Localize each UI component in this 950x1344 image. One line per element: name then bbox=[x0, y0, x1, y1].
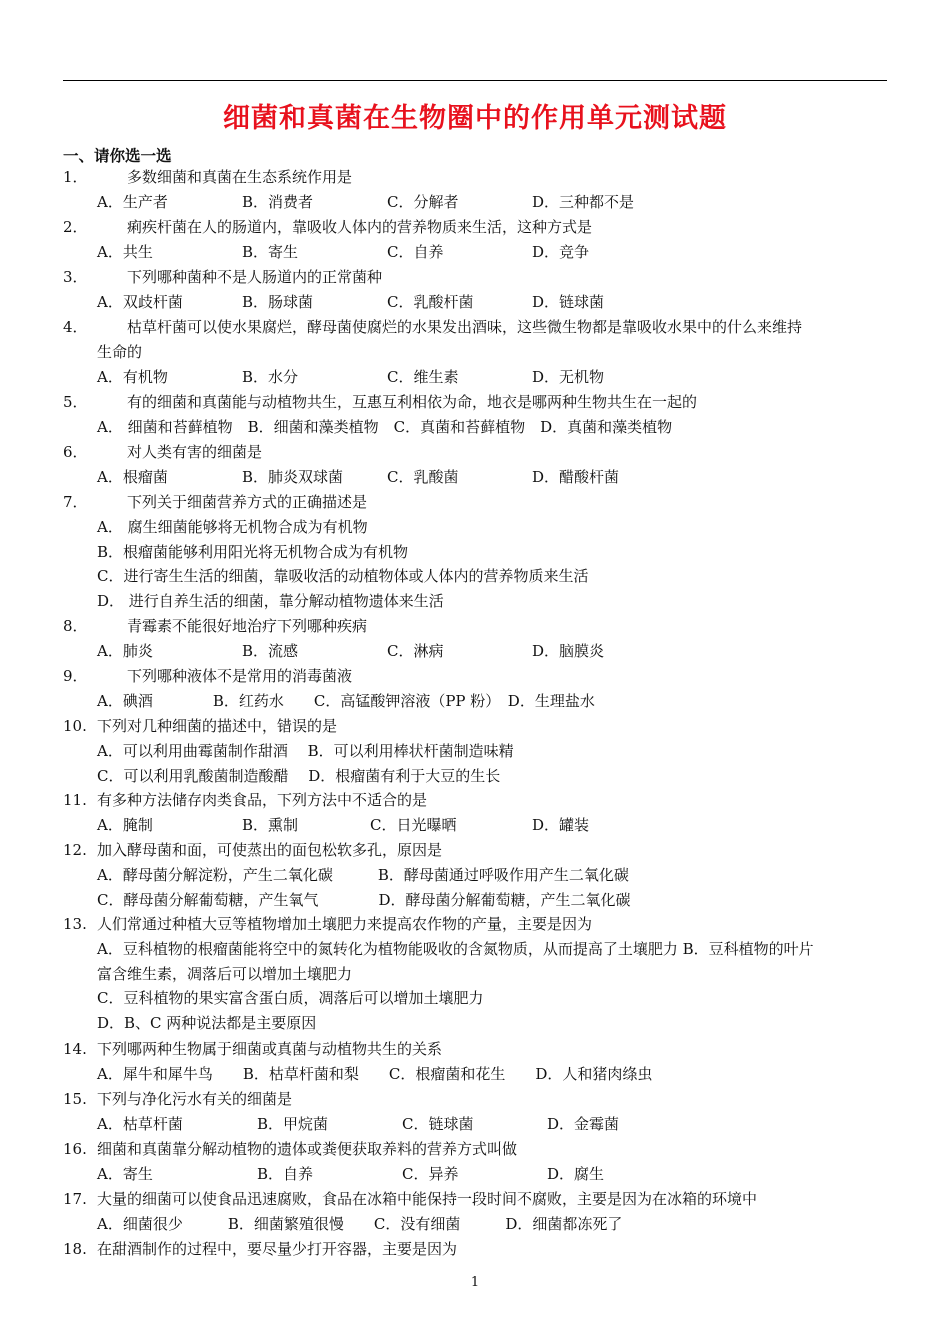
question-stem: 下列哪种菌种不是人肠道内的正常菌种 bbox=[127, 268, 383, 286]
option-c: C．乳酸菌 bbox=[387, 467, 459, 486]
options-line: A．碘酒 B．红药水 C．高锰酸钾溶液（PP 粉） D．生理盐水 bbox=[97, 691, 595, 710]
option-d: D．腐生 bbox=[547, 1164, 605, 1183]
option-b: B．自养 bbox=[257, 1164, 314, 1183]
question-number: 17. bbox=[63, 1190, 87, 1208]
option-b: B．甲烷菌 bbox=[257, 1114, 329, 1133]
options-line-2: C．可以利用乳酸菌制造酸醋 D．根瘤菌有利于大豆的生长 bbox=[97, 766, 501, 785]
question-stem: 有的细菌和真菌能与动植物共生，互惠互利相依为命，地衣是哪两种生物共生在一起的 bbox=[127, 393, 698, 411]
question-13 bbox=[63, 912, 893, 1036]
question-stem: 在甜酒制作的过程中，要尽量少打开容器，主要是因为 bbox=[97, 1240, 458, 1258]
question-number: 11. bbox=[63, 791, 87, 809]
question-stem: 有多种方法储存肉类食品，下列方法中不适合的是 bbox=[97, 791, 428, 809]
option-c: C．自养 bbox=[387, 242, 444, 261]
option-c: C．豆科植物的果实富含蛋白质，凋落后可以增加土壤肥力 bbox=[97, 989, 484, 1008]
page-title: 细菌和真菌在生物圈中的作用单元测试题 bbox=[223, 103, 727, 134]
question-5 bbox=[63, 390, 893, 440]
question-8 bbox=[63, 614, 893, 664]
question-number: 7． bbox=[63, 493, 88, 511]
question-number: 18. bbox=[63, 1240, 87, 1258]
option-d: D．竞争 bbox=[532, 242, 590, 261]
options-line-1: A．酵母菌分解淀粉，产生二氧化碳 B．酵母菌通过呼吸作用产生二氧化碳 bbox=[97, 865, 629, 884]
option-d: D．B、C 两种说法都是主要原因 bbox=[97, 1014, 317, 1033]
question-number: 3． bbox=[63, 268, 88, 286]
question-7 bbox=[63, 490, 893, 614]
question-number: 14. bbox=[63, 1040, 87, 1058]
question-number: 10. bbox=[63, 717, 87, 735]
question-stem: 痢疾杆菌在人的肠道内，靠吸收人体内的营养物质来生活，这种方式是 bbox=[127, 218, 593, 236]
option-b: B．寄生 bbox=[242, 242, 299, 261]
question-15 bbox=[63, 1087, 893, 1137]
question-2 bbox=[63, 215, 893, 265]
option-b: B．流感 bbox=[242, 641, 299, 660]
question-17 bbox=[63, 1187, 893, 1237]
question-9 bbox=[63, 664, 893, 714]
question-number: 5． bbox=[63, 393, 88, 411]
option-a: A．双歧杆菌 bbox=[97, 292, 183, 311]
option-d: D．金霉菌 bbox=[547, 1114, 620, 1133]
option-c: C．分解者 bbox=[387, 192, 459, 211]
question-stem: 人们常通过种植大豆等植物增加土壤肥力来提高农作物的产量，主要是因为 bbox=[97, 915, 593, 933]
option-c: C．乳酸杆菌 bbox=[387, 292, 474, 311]
question-1 bbox=[63, 165, 893, 215]
question-number: 16. bbox=[63, 1140, 87, 1158]
option-d: D．脑膜炎 bbox=[532, 641, 605, 660]
question-number: 1． bbox=[63, 168, 88, 186]
question-stem-continued: 生命的 bbox=[97, 342, 143, 361]
option-a: A．共生 bbox=[97, 242, 153, 261]
question-number: 4． bbox=[63, 318, 88, 336]
question-stem: 下列哪种液体不是常用的消毒菌液 bbox=[127, 667, 353, 685]
question-stem: 对人类有害的细菌是 bbox=[127, 443, 263, 461]
options-line-1: A．可以利用曲霉菌制作甜酒 B．可以利用棒状杆菌制造味精 bbox=[97, 741, 514, 760]
question-number: 8． bbox=[63, 617, 88, 635]
option-d: D．罐装 bbox=[532, 815, 590, 834]
question-4 bbox=[63, 315, 893, 389]
option-a: A．有机物 bbox=[97, 367, 168, 386]
option-d: D．无机物 bbox=[532, 367, 605, 386]
option-c: C．维生素 bbox=[387, 367, 459, 386]
question-number: 15. bbox=[63, 1090, 87, 1108]
option-b: B．肠球菌 bbox=[242, 292, 314, 311]
question-number: 9． bbox=[63, 667, 88, 685]
option-c: C．日光曝晒 bbox=[370, 815, 457, 834]
question-number: 6． bbox=[63, 443, 88, 461]
option-a: A．根瘤菌 bbox=[97, 467, 168, 486]
question-stem: 枯草杆菌可以使水果腐烂，酵母菌使腐烂的水果发出酒味，这些微生物都是靠吸收水果中的什么来维持 bbox=[127, 318, 803, 336]
question-14 bbox=[63, 1037, 893, 1087]
option-c: C．异养 bbox=[402, 1164, 459, 1183]
option-a: A．肺炎 bbox=[97, 641, 153, 660]
option-c: C．淋病 bbox=[387, 641, 444, 660]
option-c: C．链球菌 bbox=[402, 1114, 474, 1133]
page-number: 1 bbox=[470, 1275, 480, 1290]
question-number: 13. bbox=[63, 915, 87, 933]
option-a-continued: 富含维生素，凋落后可以增加土壤肥力 bbox=[97, 964, 353, 983]
option-a: A．枯草杆菌 bbox=[97, 1114, 183, 1133]
question-stem: 多数细菌和真菌在生态系统作用是 bbox=[127, 168, 353, 186]
option-b: B．消费者 bbox=[242, 192, 314, 211]
option-d: D．醋酸杆菌 bbox=[532, 467, 620, 486]
question-18 bbox=[63, 1237, 893, 1262]
question-6 bbox=[63, 440, 893, 490]
question-stem: 下列哪两种生物属于细菌或真菌与动植物共生的关系 bbox=[97, 1040, 443, 1058]
options-line: A．细菌很少 B．细菌繁殖很慢 C．没有细菌 D．细菌都冻死了 bbox=[97, 1214, 623, 1233]
question-stem: 加入酵母菌和面，可使蒸出的面包松软多孔，原因是 bbox=[97, 841, 443, 859]
question-16 bbox=[63, 1137, 893, 1187]
options-line: A． 细菌和苔藓植物 B．细菌和藻类植物 C．真菌和苔藓植物 D．真菌和藻类植物 bbox=[97, 417, 673, 436]
question-stem: 下列与净化污水有关的细菌是 bbox=[97, 1090, 293, 1108]
option-a: A．生产者 bbox=[97, 192, 168, 211]
header-rule bbox=[63, 80, 887, 81]
option-a: A．腌制 bbox=[97, 815, 153, 834]
question-stem: 细菌和真菌靠分解动植物的遗体或粪便获取养料的营养方式叫做 bbox=[97, 1140, 518, 1158]
question-stem: 下列关于细菌营养方式的正确描述是 bbox=[127, 493, 368, 511]
question-number: 2． bbox=[63, 218, 88, 236]
question-3 bbox=[63, 265, 893, 315]
section-heading: 一、请你选一选 bbox=[63, 146, 172, 165]
question-10 bbox=[63, 714, 893, 788]
option-d: D．三种都不是 bbox=[532, 192, 635, 211]
option-a: A．寄生 bbox=[97, 1164, 153, 1183]
option-b: B．水分 bbox=[242, 367, 299, 386]
option-c: C．进行寄生生活的细菌，靠吸收活的动植物体或人体内的营养物质来生活 bbox=[97, 567, 589, 586]
option-b: B．肺炎双球菌 bbox=[242, 467, 344, 486]
options-line-2: C．酵母菌分解葡萄糖，产生氧气 D．酵母菌分解葡萄糖，产生二氧化碳 bbox=[97, 890, 631, 909]
option-b: B．根瘤菌能够利用阳光将无机物合成为有机物 bbox=[97, 542, 409, 561]
option-a: A． 腐生细菌能够将无机物合成为有机物 bbox=[97, 517, 368, 536]
option-b: B．熏制 bbox=[242, 815, 299, 834]
question-stem: 下列对几种细菌的描述中，错误的是 bbox=[97, 717, 338, 735]
question-number: 12. bbox=[63, 841, 87, 859]
question-11 bbox=[63, 788, 893, 838]
question-stem: 大量的细菌可以使食品迅速腐败，食品在冰箱中能保持一段时间不腐败，主要是因为在冰箱的环境中 bbox=[97, 1190, 758, 1208]
option-d: D．链球菌 bbox=[532, 292, 605, 311]
question-stem: 青霉素不能很好地治疗下列哪种疾病 bbox=[127, 617, 368, 635]
option-d: D． 进行自养生活的细菌，靠分解动植物遗体来生活 bbox=[97, 592, 444, 611]
question-12 bbox=[63, 838, 893, 912]
options-line: A．犀牛和犀牛鸟 B．枯草杆菌和梨 C．根瘤菌和花生 D．人和猪肉绦虫 bbox=[97, 1064, 653, 1083]
option-a: A．豆科植物的根瘤菌能将空中的氮转化为植物能吸收的含氮物质，从而提高了土壤肥力 B．豆科植物的叶片 bbox=[97, 939, 814, 958]
